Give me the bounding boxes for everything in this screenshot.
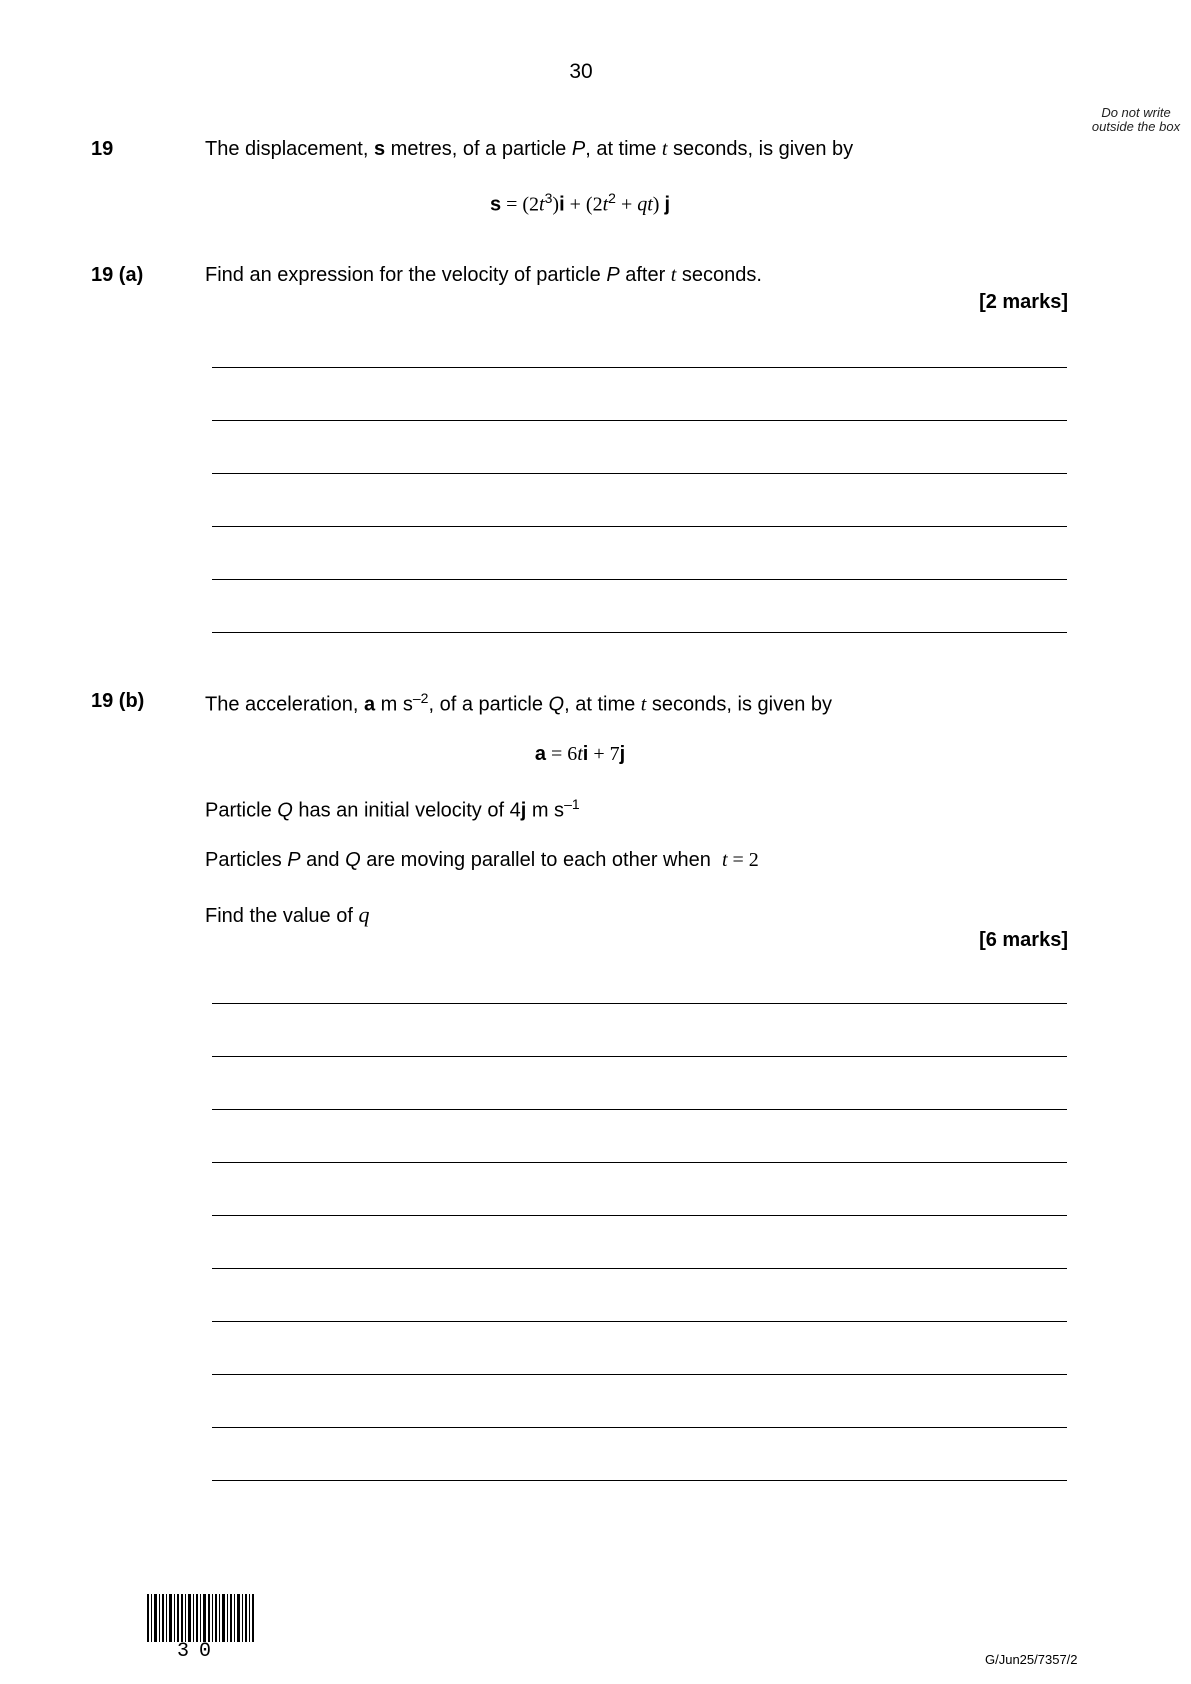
- q19-particle-p: P: [571, 138, 586, 160]
- eq-part: +: [615, 193, 638, 216]
- q19b-particle-q: Q: [345, 849, 361, 871]
- q19-intro-text: seconds, is given by: [667, 138, 854, 160]
- eq-t: t: [539, 193, 545, 216]
- eq-s: s: [489, 193, 502, 216]
- q19b-text: m s: [375, 693, 413, 716]
- q19b-text: and: [300, 849, 346, 871]
- q19a-t-var: t: [670, 264, 677, 286]
- answer-line[interactable]: [212, 367, 1067, 368]
- barcode-image: [147, 1594, 255, 1642]
- answer-line[interactable]: [212, 1374, 1067, 1375]
- eq-part: + 7: [588, 743, 620, 765]
- q19-intro-text: , at time: [585, 138, 662, 160]
- q19-t-var: t: [661, 138, 668, 160]
- answer-line[interactable]: [212, 579, 1067, 580]
- q19b-text: Particles: [205, 849, 288, 871]
- question-19b-equation: [0, 743, 1160, 766]
- question-19-intro: [205, 138, 853, 161]
- question-19-equation: [0, 190, 1160, 217]
- q19b-exp: –1: [564, 796, 580, 812]
- answer-line[interactable]: [212, 420, 1067, 421]
- eq-i: i: [582, 743, 589, 765]
- q19b-q-var: q: [358, 902, 370, 927]
- q19b-text: has an initial velocity of 4: [292, 799, 521, 822]
- eq-part: ): [552, 193, 560, 216]
- q19b-text: = 2: [727, 849, 759, 871]
- q19a-text: after: [619, 264, 671, 286]
- q19b-text: are moving parallel to each other when: [360, 849, 722, 871]
- question-19b-line2: [205, 796, 580, 823]
- margin-note: Do not write outside the box: [1091, 105, 1181, 134]
- question-number-19: 19: [91, 138, 114, 160]
- q19b-text: , at time: [564, 693, 641, 716]
- q19b-text: The acceleration,: [205, 693, 364, 716]
- eq-part: + (2: [564, 193, 603, 216]
- eq-exp: 2: [608, 190, 616, 206]
- q19b-text: Particle: [205, 799, 278, 822]
- q19b-a-vector: a: [363, 693, 376, 716]
- eq-j: j: [664, 193, 671, 216]
- eq-part: = 6: [545, 743, 578, 765]
- eq-j: j: [619, 743, 626, 765]
- answer-line[interactable]: [212, 526, 1067, 527]
- eq-t: t: [602, 193, 609, 216]
- q19b-text: Find the value of: [205, 905, 359, 927]
- q19-s-vector: s: [373, 138, 386, 160]
- answer-line[interactable]: [212, 1321, 1067, 1322]
- question-number-19a: 19 (a): [91, 264, 144, 286]
- q19b-text: m s: [526, 799, 565, 822]
- answer-line[interactable]: [212, 1215, 1067, 1216]
- answer-line[interactable]: [212, 1109, 1067, 1110]
- page-number: 30: [569, 60, 593, 83]
- barcode-number: 30: [177, 1640, 222, 1663]
- q19a-particle-p: P: [606, 264, 620, 286]
- eq-t: t: [577, 743, 583, 765]
- answer-line[interactable]: [212, 1162, 1067, 1163]
- eq-qt: qt: [637, 193, 653, 216]
- answer-line[interactable]: [212, 1268, 1067, 1269]
- question-number-19b: 19 (b): [91, 690, 145, 712]
- eq-part: ): [652, 193, 665, 216]
- eq-part: = (2: [501, 193, 540, 216]
- question-19b-line3: [205, 849, 759, 872]
- eq-i: i: [559, 193, 565, 216]
- question-19a-text: [205, 264, 762, 287]
- q19-intro-text: metres, of a particle: [385, 138, 572, 160]
- question-19b-line4: [205, 902, 369, 928]
- q19a-text: seconds.: [676, 264, 762, 286]
- answer-line[interactable]: [212, 1480, 1067, 1481]
- question-19b-line1: [205, 690, 832, 717]
- q19a-text: Find an expression for the velocity of particle: [205, 264, 607, 286]
- answer-line[interactable]: [212, 1056, 1067, 1057]
- answer-line[interactable]: [212, 1003, 1067, 1004]
- answer-line[interactable]: [212, 632, 1067, 633]
- q19b-particle-p: P: [287, 849, 301, 871]
- q19b-exp: –2: [412, 690, 429, 706]
- q19b-text: seconds, is given by: [646, 693, 833, 716]
- marks-19a: [2 marks]: [979, 291, 1068, 313]
- q19b-t-var: t: [721, 849, 728, 871]
- marks-19b: [6 marks]: [979, 929, 1068, 951]
- q19b-j-vector: j: [520, 799, 527, 822]
- answer-line[interactable]: [212, 1427, 1067, 1428]
- eq-exp: 3: [544, 190, 553, 206]
- q19b-text: , of a particle: [428, 693, 549, 716]
- answer-line[interactable]: [212, 473, 1067, 474]
- eq-a: a: [534, 743, 546, 765]
- paper-code: G/Jun25/7357/2: [985, 1652, 1078, 1667]
- q19b-particle-q: Q: [277, 799, 293, 822]
- q19b-t-var: t: [640, 693, 647, 716]
- q19b-particle-q: Q: [548, 693, 565, 716]
- q19-intro-text: The displacement,: [205, 138, 374, 160]
